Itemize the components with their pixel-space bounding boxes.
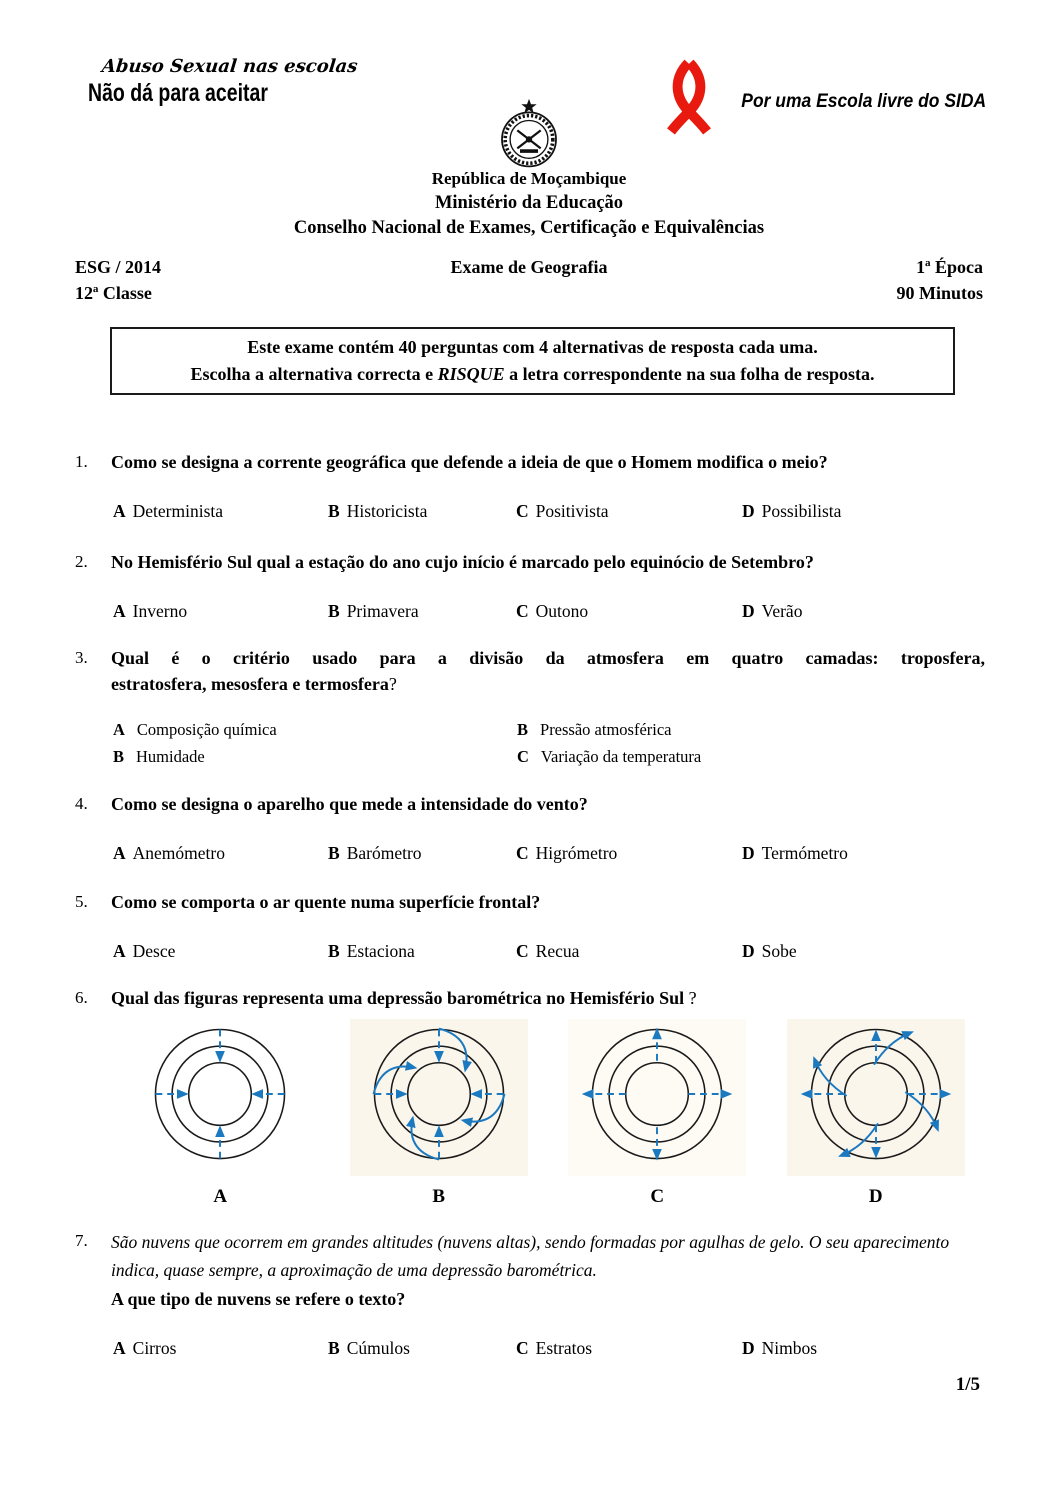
option [328, 939, 516, 963]
figure-c-diagram [568, 1019, 746, 1176]
option-letter: B [517, 720, 529, 739]
question-body [111, 889, 985, 963]
question-body [111, 791, 985, 865]
figure-b [330, 1019, 549, 1208]
options-row [111, 939, 985, 963]
option-label: Termómetro [761, 843, 848, 863]
question-number: 2. [75, 552, 88, 571]
campaign-script-line: Abuso Sexual nas escolas [100, 56, 359, 77]
figure-label: D [868, 1186, 883, 1207]
option-letter: A [113, 720, 125, 739]
question-text-bold: estratosfera, mesosfera e termosfera [111, 674, 389, 694]
question-text: No Hemisfério Sul qual a estação do ano cujo início é marcado pelo equinócio de Setembro? [111, 552, 814, 572]
question-text-line2 [111, 671, 985, 697]
options-row [111, 499, 985, 523]
option-label: Humidade [136, 747, 205, 766]
option [113, 841, 328, 865]
option-label: Cúmulos [346, 1338, 410, 1358]
options-grid [111, 717, 985, 769]
government-header [0, 166, 1058, 241]
option-letter: C [516, 941, 529, 961]
question-number: 6. [75, 988, 88, 1007]
exam-info [75, 254, 983, 306]
option-label: Possibilista [761, 501, 842, 521]
options-row [111, 841, 985, 865]
question-text-line1: Qual é o critério usado para a divisão da atmosfera em quatro camadas: troposfera, [111, 648, 985, 668]
option [742, 841, 985, 865]
option-letter: B [328, 1338, 340, 1358]
option-letter: C [516, 843, 529, 863]
option-letter: B [328, 501, 340, 521]
option-label: Desce [132, 941, 176, 961]
option [742, 1336, 985, 1360]
option-letter: B [328, 941, 340, 961]
question-number: 3. [75, 648, 88, 667]
option-label: Estaciona [346, 941, 415, 961]
option-letter: D [742, 843, 755, 863]
figure-b-diagram [350, 1019, 528, 1176]
option-letter: C [516, 501, 529, 521]
exam-info-right [607, 254, 983, 306]
option-label: Outono [535, 601, 589, 621]
question-text: Como se designa o aparelho que mede a intensidade do vento? [111, 794, 588, 814]
figure-d-diagram [787, 1019, 965, 1176]
option [516, 599, 742, 623]
pressure-figures [111, 1019, 985, 1208]
exam-duration: 90 Minutos [896, 283, 983, 303]
option [328, 599, 516, 623]
option [742, 599, 985, 623]
question-1 [75, 449, 985, 523]
question-2 [75, 549, 985, 623]
question-body [111, 449, 985, 523]
question-body [111, 1228, 985, 1360]
option [516, 499, 742, 523]
option [328, 1336, 516, 1360]
option [113, 499, 328, 523]
option-label: Pressão atmosférica [540, 720, 672, 739]
figure-label: B [432, 1186, 446, 1207]
option-letter: A [113, 843, 126, 863]
option [328, 499, 516, 523]
instruction-risque: RISQUE [437, 364, 505, 384]
question-number: 7. [75, 1231, 88, 1250]
exam-subject: Exame de Geografia [450, 257, 608, 277]
option-label: Verão [761, 601, 803, 621]
option-label: Anemómetro [132, 843, 225, 863]
figure-a [111, 1019, 330, 1208]
header-council: Conselho Nacional de Exames, Certificação e Equivalências [293, 218, 765, 238]
option-label: Higrómetro [535, 843, 618, 863]
option-label: Composição química [136, 720, 277, 739]
figure-label: A [213, 1186, 228, 1207]
option-letter: A [113, 941, 126, 961]
option [516, 1336, 742, 1360]
instruction-line2-pre: Escolha a alternativa correcta e [190, 364, 438, 384]
figure-d [767, 1019, 986, 1208]
question-list [75, 449, 985, 1360]
header-ministry: Ministério da Educação [434, 193, 624, 213]
option [517, 744, 985, 769]
question-text-suffix: ? [684, 988, 697, 1008]
option [328, 841, 516, 865]
question-number: 4. [75, 794, 88, 813]
option-letter: D [742, 501, 755, 521]
option [113, 599, 328, 623]
question-7 [75, 1228, 985, 1360]
figure-c [548, 1019, 767, 1208]
option [113, 717, 517, 742]
option-letter: C [517, 747, 529, 766]
options-row [111, 599, 985, 623]
option [113, 744, 517, 769]
exam-code: ESG / 2014 [75, 257, 162, 277]
option-label: Positivista [535, 501, 609, 521]
question-text: Como se comporta o ar quente numa superfície frontal? [111, 892, 541, 912]
option-letter: B [328, 843, 340, 863]
option-label: Inverno [132, 601, 188, 621]
instruction-line1: Este exame contém 40 perguntas com 4 alternativas de resposta cada uma. [247, 337, 818, 357]
option-label: Estratos [535, 1338, 593, 1358]
option-label: Barómetro [346, 843, 422, 863]
option-label: Determinista [132, 501, 224, 521]
exam-info-left [75, 254, 451, 306]
question-6 [75, 985, 985, 1208]
campaign-slogan: Não dá para aceitar [88, 79, 268, 107]
instruction-box [110, 327, 955, 395]
option-letter: D [742, 601, 755, 621]
question-text: A que tipo de nuvens se refere o texto? [111, 1289, 406, 1309]
question-text [111, 985, 985, 1011]
option-label: Recua [535, 941, 580, 961]
exam-epoch: 1ª Época [916, 257, 983, 277]
question-4 [75, 791, 985, 865]
question-5 [75, 889, 985, 963]
options-row [111, 1336, 985, 1360]
option-label: Primavera [346, 601, 419, 621]
option-letter: B [328, 601, 340, 621]
header-republic: República de Moçambique [431, 169, 627, 188]
figure-a-diagram [131, 1019, 309, 1176]
option [113, 939, 328, 963]
option [742, 499, 985, 523]
page-number: 1/5 [955, 1374, 980, 1395]
option [113, 1336, 328, 1360]
ribbon-slogan: Por uma Escola livre do SIDA [741, 90, 986, 112]
question-number: 1. [75, 452, 88, 471]
question-body [111, 549, 985, 623]
option-letter: C [516, 601, 529, 621]
exam-grade: 12ª Classe [75, 283, 152, 303]
question-body [111, 645, 985, 769]
question-text-suffix: ? [388, 674, 397, 694]
option-label: Cirros [132, 1338, 177, 1358]
question-number: 5. [75, 892, 88, 911]
question-body [111, 985, 985, 1208]
instruction-line2 [118, 361, 947, 388]
instruction-line2-post: a letra correspondente na sua folha de resposta. [504, 364, 875, 384]
question-3 [75, 645, 985, 769]
option-label: Variação da temperatura [540, 747, 702, 766]
national-emblem-icon [0, 98, 1058, 170]
option-letter: A [113, 1338, 126, 1358]
option-letter: D [742, 941, 755, 961]
option-letter: A [113, 601, 126, 621]
question-intro-italic: São nuvens que ocorrem em grandes altitudes (nuvens altas), sendo formadas por agulhas de gelo. O seu aparecimento indica, quase sempre, a aproximação de uma depressão barométrica. [111, 1232, 950, 1280]
question-text: Como se designa a corrente geográfica que defende a ideia de que o Homem modifica o meio? [111, 452, 828, 472]
option [742, 939, 985, 963]
option-letter: B [113, 747, 125, 766]
question-text-bold: Qual das figuras representa uma depressão barométrica no Hemisfério Sul [111, 988, 685, 1008]
option-label: Nimbos [761, 1338, 818, 1358]
option [516, 939, 742, 963]
option-letter: C [516, 1338, 529, 1358]
figure-label: C [650, 1186, 665, 1207]
option-label: Historicista [346, 501, 428, 521]
option [517, 717, 985, 742]
option [516, 841, 742, 865]
option-letter: D [742, 1338, 755, 1358]
option-letter: A [113, 501, 126, 521]
option-label: Sobe [761, 941, 797, 961]
